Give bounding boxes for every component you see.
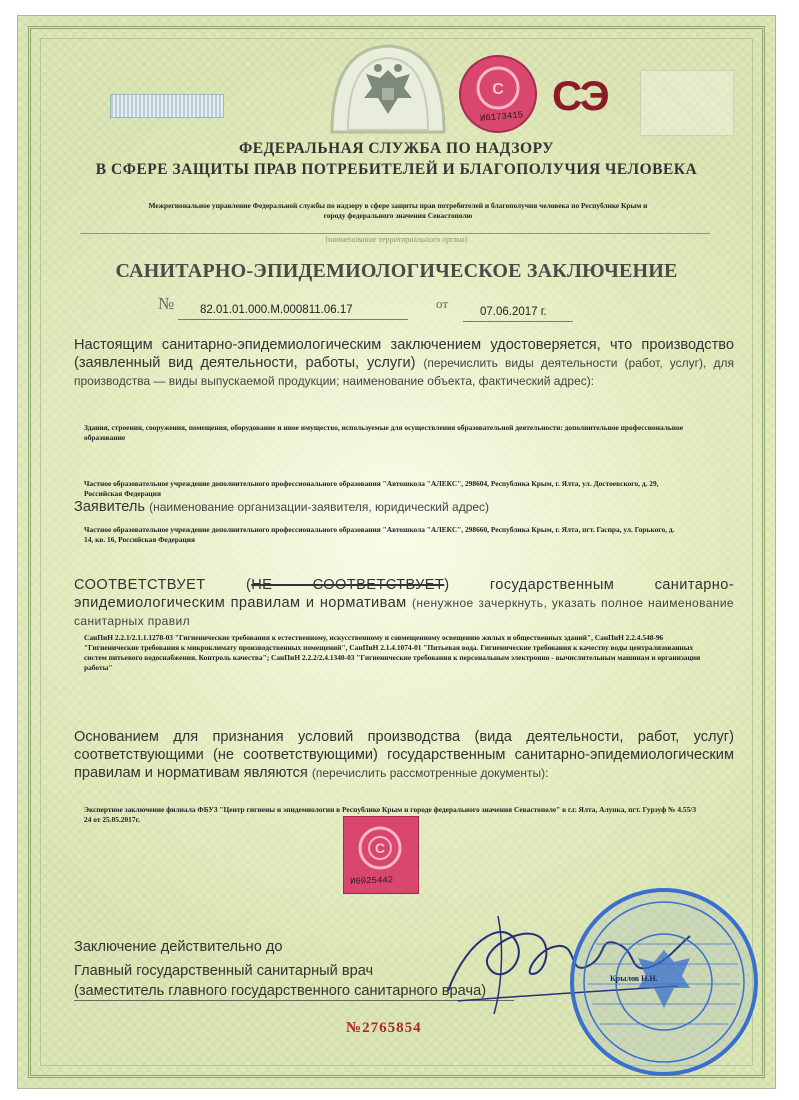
coat-of-arms-emblem xyxy=(326,40,450,140)
deputy-doctor-title: (заместитель главного государственного санитарного врача) xyxy=(74,983,487,999)
chief-doctor-title: Главный государственный санитарный врач xyxy=(74,963,374,979)
compliance-rest: государственным санитарно-эпидемиологическим правилам и нормативам xyxy=(74,577,735,611)
security-strip xyxy=(110,94,224,118)
compliance-word: СООТВЕТСТВУЕТ xyxy=(74,577,206,593)
serial-number: №2765854 xyxy=(346,1020,422,1036)
date-underline xyxy=(463,321,573,322)
document-title: САНИТАРНО-ЭПИДЕМИОЛОГИЧЕСКОЕ ЗАКЛЮЧЕНИЕ xyxy=(115,260,678,282)
compliance-paragraph: СООТВЕТСТВУЕТ (НЕ СООТВЕТСТВУЕТ) государственным санитарно-эпидемиологическим правилам и нормативам (ненужное зачеркнуть, указать полное наименование санитарных правил xyxy=(74,577,735,628)
validity-label: Заключение действительно до xyxy=(74,939,283,955)
sanitary-rules: СанПиН 2.2.1/2.1.1.1278-03 "Гигиенические требования к естественному, искусственному и совмещенному освещению жилых и общественных зданий", СанПиН 2.2.4.548-96 "Гигиенические требования к микроклимату производственных помещений", СанПиН 2.1.4.1074-01 "Питьевая вода. Гигиенические требования к качеству воды централизованных систем питьевого водоснабжения. Контроль качества"; СанПиН 2.2.2/2.4.1340-03 "Гигиенические требования к персональным электронно - вычислительным машинам и организации работы" xyxy=(84,633,701,672)
intro-note: (перечислить виды деятельности (работ, услуг), для производства — виды выпускаемой продукции; наименование объекта, фактический адрес): xyxy=(74,356,734,388)
number-label: № xyxy=(158,294,175,313)
signer-name: Крылов Н.Н. xyxy=(610,974,658,983)
applicant-label: Заявитель xyxy=(74,499,146,515)
compliance-note: (ненужное зачеркнуть, указать полное наименование санитарных правил xyxy=(74,596,734,628)
compliance-struck: НЕ СООТВЕТСТВУЕТ xyxy=(251,577,445,593)
certificate-number: 82.01.01.000.М.000811.06.17 xyxy=(200,304,353,316)
agency-name-line2: В СФЕРЕ ЗАЩИТЫ ПРАВ ПОТРЕБИТЕЛЕЙ И БЛАГОПОЛУЧИЯ ЧЕЛОВЕКА xyxy=(95,161,698,178)
territorial-body-caption: (наименование территориального органа) xyxy=(325,235,468,244)
svg-text:С: С xyxy=(492,81,504,98)
hologram-number: И6173415 xyxy=(479,110,524,124)
official-round-stamp xyxy=(566,884,762,1080)
intro-paragraph xyxy=(74,336,734,390)
basis-note: (перечислить рассмотренные документы): xyxy=(311,766,549,780)
agency-name-line1: ФЕДЕРАЛЬНАЯ СЛУЖБА ПО НАДЗОРУ xyxy=(238,140,555,157)
activity-description: Здания, строения, сооружения, помещения, оборудование и иное имущество, используемые для осуществления образовательной деятельности: дополнительное профессиональное образование xyxy=(84,423,684,442)
blank-box xyxy=(640,70,734,136)
svg-text:С: С xyxy=(374,840,386,856)
applicant-row xyxy=(74,498,734,516)
hologram-emblem-icon xyxy=(356,824,404,872)
territorial-body-line xyxy=(80,233,710,234)
basis-text: Основанием для признания условий производства (вида деятельности, работ, услуг) соответствующими (не соответствующими) государственным санитарно-эпидемиологическим правилам и нормативам являются xyxy=(74,729,734,781)
hologram-2-number: И6025442 xyxy=(349,875,394,887)
applicant-note: (наименование организации-заявителя, юридический адрес) xyxy=(149,500,490,514)
se-logo: СЭ xyxy=(552,72,608,119)
date-label: от xyxy=(436,296,449,311)
territorial-body: Межрегиональное управление Федеральной службы по надзору в сфере защиты прав потребителей и благополучия человека по Республике Крым и городу федерального значения Севастополю xyxy=(148,201,648,220)
certificate-sheet xyxy=(18,16,775,1088)
basis-paragraph xyxy=(74,728,734,782)
applicant-value: Частное образовательное учреждение дополнительного профессионального образования "Автошкола "АЛЕКС", 298660, Республика Крым, г. Ялта, пгт. Гаспра, ул. Горького, д. 14, кв. 16, Российская Федерация xyxy=(84,525,675,544)
number-underline xyxy=(178,319,408,320)
basis-documents: Экспертное заключение филиала ФБУЗ "Центр гигиены и эпидемиологии в Республике Крым и городе федерального значения Севастополе" в г.г. Ялта, Алупка, пгт. Гурзуф № 4.55/3 24 от 25.05.2017г. xyxy=(84,805,697,824)
object-address: Частное образовательное учреждение дополнительного профессионального образования "Автошкола "АЛЕКС", 298604, Республика Крым, г. Ялта, ул. Достоевского, д. 29, Российская Федерация xyxy=(84,479,659,498)
intro-text: Настоящим санитарно-эпидемиологическим заключением удостоверяется, что производство (заявленный вид деятельности, работы, услуги) xyxy=(74,337,734,371)
certificate-date: 07.06.2017 г. xyxy=(480,306,547,318)
